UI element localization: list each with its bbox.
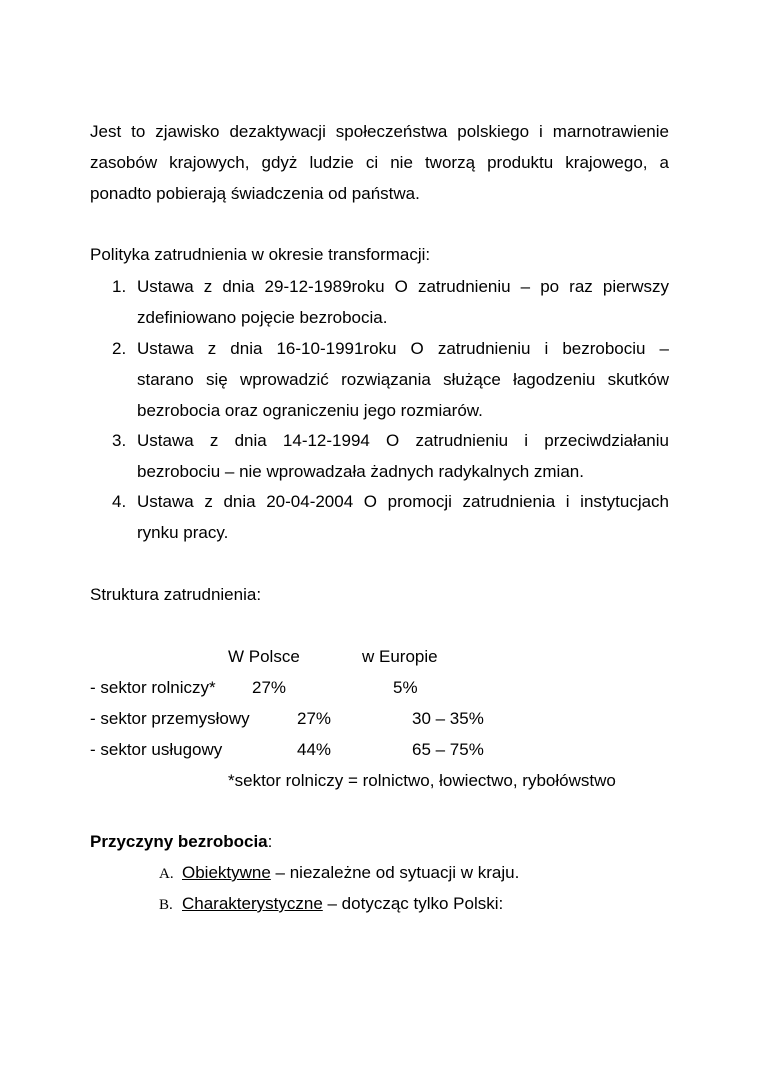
sector-value-europe: 65 – 75% xyxy=(412,740,484,759)
sector-value-europe: 30 – 35% xyxy=(412,709,484,728)
cause-item xyxy=(182,863,519,883)
cause-letter: B. xyxy=(159,897,173,913)
cause-description: – niezależne od sytuacji w kraju. xyxy=(270,863,520,882)
list-item-line: bezrobociu – nie wprowadzała żadnych radykalnych zmian. xyxy=(137,462,584,481)
sector-value-poland: 27% xyxy=(297,709,332,728)
list-number: 1. xyxy=(112,277,127,296)
sector-label: - sektor rolniczy* xyxy=(90,678,216,697)
intro-line: zasobów krajowych, gdyż ludzie ci nie tworzą produktu krajowego, a xyxy=(90,153,669,172)
list-item-line: rynku pracy. xyxy=(137,523,229,542)
cause-term: Obiektywne xyxy=(182,863,271,882)
list-item-line: zdefiniowano pojęcie bezrobocia. xyxy=(137,308,388,327)
list-item-line: Ustawa z dnia 14-12-1994 O zatrudnieniu i przeciwdziałaniu xyxy=(137,431,669,450)
causes-heading xyxy=(90,832,272,852)
list-item-line: Ustawa z dnia 20-04-2004 O promocji zatrudnienia i instytucjach xyxy=(137,492,669,511)
list-number: 4. xyxy=(112,492,127,511)
intro-line: Jest to zjawisko dezaktywacji społeczeństwa polskiego i marnotrawienie xyxy=(90,122,669,141)
list-item-line: bezrobocia oraz ograniczeniu jego rozmiarów. xyxy=(137,401,483,420)
structure-footnote: *sektor rolniczy = rolnictwo, łowiectwo, rybołówstwo xyxy=(228,771,616,790)
sector-value-europe: 5% xyxy=(393,678,418,697)
causes-heading-text: Przyczyny bezrobocia xyxy=(90,832,268,851)
list-item-line: Ustawa z dnia 16-10-1991roku O zatrudnieniu i bezrobociu – xyxy=(137,339,669,358)
cause-letter: A. xyxy=(159,866,174,882)
causes-heading-colon: : xyxy=(267,832,273,851)
sector-value-poland: 27% xyxy=(252,678,287,697)
list-number: 2. xyxy=(112,339,127,358)
sector-value-poland: 44% xyxy=(297,740,332,759)
cause-term: Charakterystyczne xyxy=(182,894,323,913)
column-header-poland: W Polsce xyxy=(228,647,300,666)
sector-label: - sektor usługowy xyxy=(90,740,223,759)
policy-heading: Polityka zatrudnienia w okresie transformacji: xyxy=(90,245,431,264)
intro-line: ponadto pobierają świadczenia od państwa. xyxy=(90,184,420,203)
list-item-line: starano się wprowadzić rozwiązania służące łagodzeniu skutków xyxy=(137,370,669,389)
structure-heading: Struktura zatrudnienia: xyxy=(90,585,262,604)
cause-description: – dotycząc tylko Polski: xyxy=(322,894,504,913)
cause-item xyxy=(182,894,503,914)
list-number: 3. xyxy=(112,431,127,450)
sector-label: - sektor przemysłowy xyxy=(90,709,250,728)
column-header-europe: w Europie xyxy=(362,647,438,666)
list-item-line: Ustawa z dnia 29-12-1989roku O zatrudnieniu – po raz pierwszy xyxy=(137,277,669,296)
